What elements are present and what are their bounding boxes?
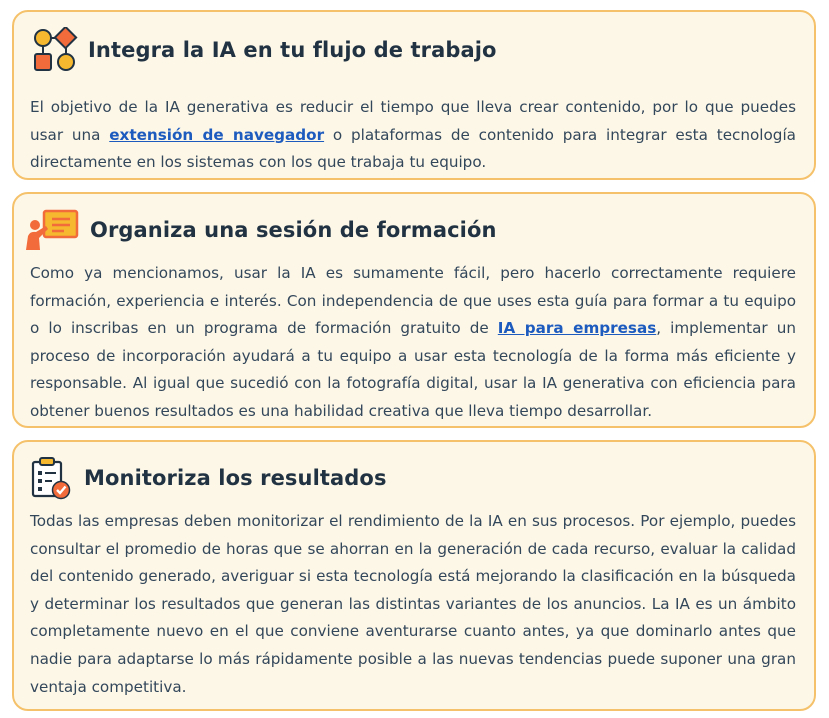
presentation-icon [24,208,80,252]
card-paragraph: Todas las empresas deben monitorizar el rendimiento de la IA en sus procesos. Por ejemplo, puedes consultar el promedio de horas que se ahorran en la generación de cada recurso, evaluar la calidad del contenido generado, averiguar si esta tecnología está mejorando la clasificación en la búsqueda y determinar los resultados que generan las distintas variantes de los anuncios. La IA es un ámbito completamente nuevo en el que conviene aventurarse cuanto antes, ya que dominarlo antes que nadie para adaptarse lo más rápidamente posible a las nuevas tendencias puede suponer una gran ventaja competitiva. [30,512,796,696]
workflow-shapes-icon [32,27,78,73]
browser-extension-link[interactable]: extensión de navegador [109,125,325,144]
card-paragraph: Como ya mencionamos, usar la IA es sumamente fácil, pero hacerlo correctamente requiere formación, experiencia e interés. Con independencia de que uses esta guía para formar a tu equipo o lo inscribas en un programa de formación gratuito de IA para empresas, implementar un proceso de incorporación ayudará a tu equipo a usar esta tecnología de la forma más eficiente y responsable. Al igual que sucedió con la fotografía digital, usar la IA generativa con eficiencia para obtener buenos resultados es una habilidad creativa que lleva tiempo desarrollar. [30,264,796,420]
card-paragraph: El objetivo de la IA generativa es reducir el tiempo que lleva crear contenido, por lo que puedes usar una extensión de navegador o plataformas de contenido para integrar esta tecnología directamente en los sistemas con los que trabaja tu equipo. [30,98,796,172]
results-card [12,440,816,711]
training-card [12,192,816,428]
workflow-card [12,10,816,180]
card-title: Monitoriza los resultados [84,466,387,490]
ai-for-business-link[interactable]: IA para empresas [497,319,657,338]
card-title: Organiza una sesión de formación [90,218,497,242]
clipboard-check-icon [28,455,74,501]
card-title: Integra la IA en tu flujo de trabajo [88,38,497,62]
